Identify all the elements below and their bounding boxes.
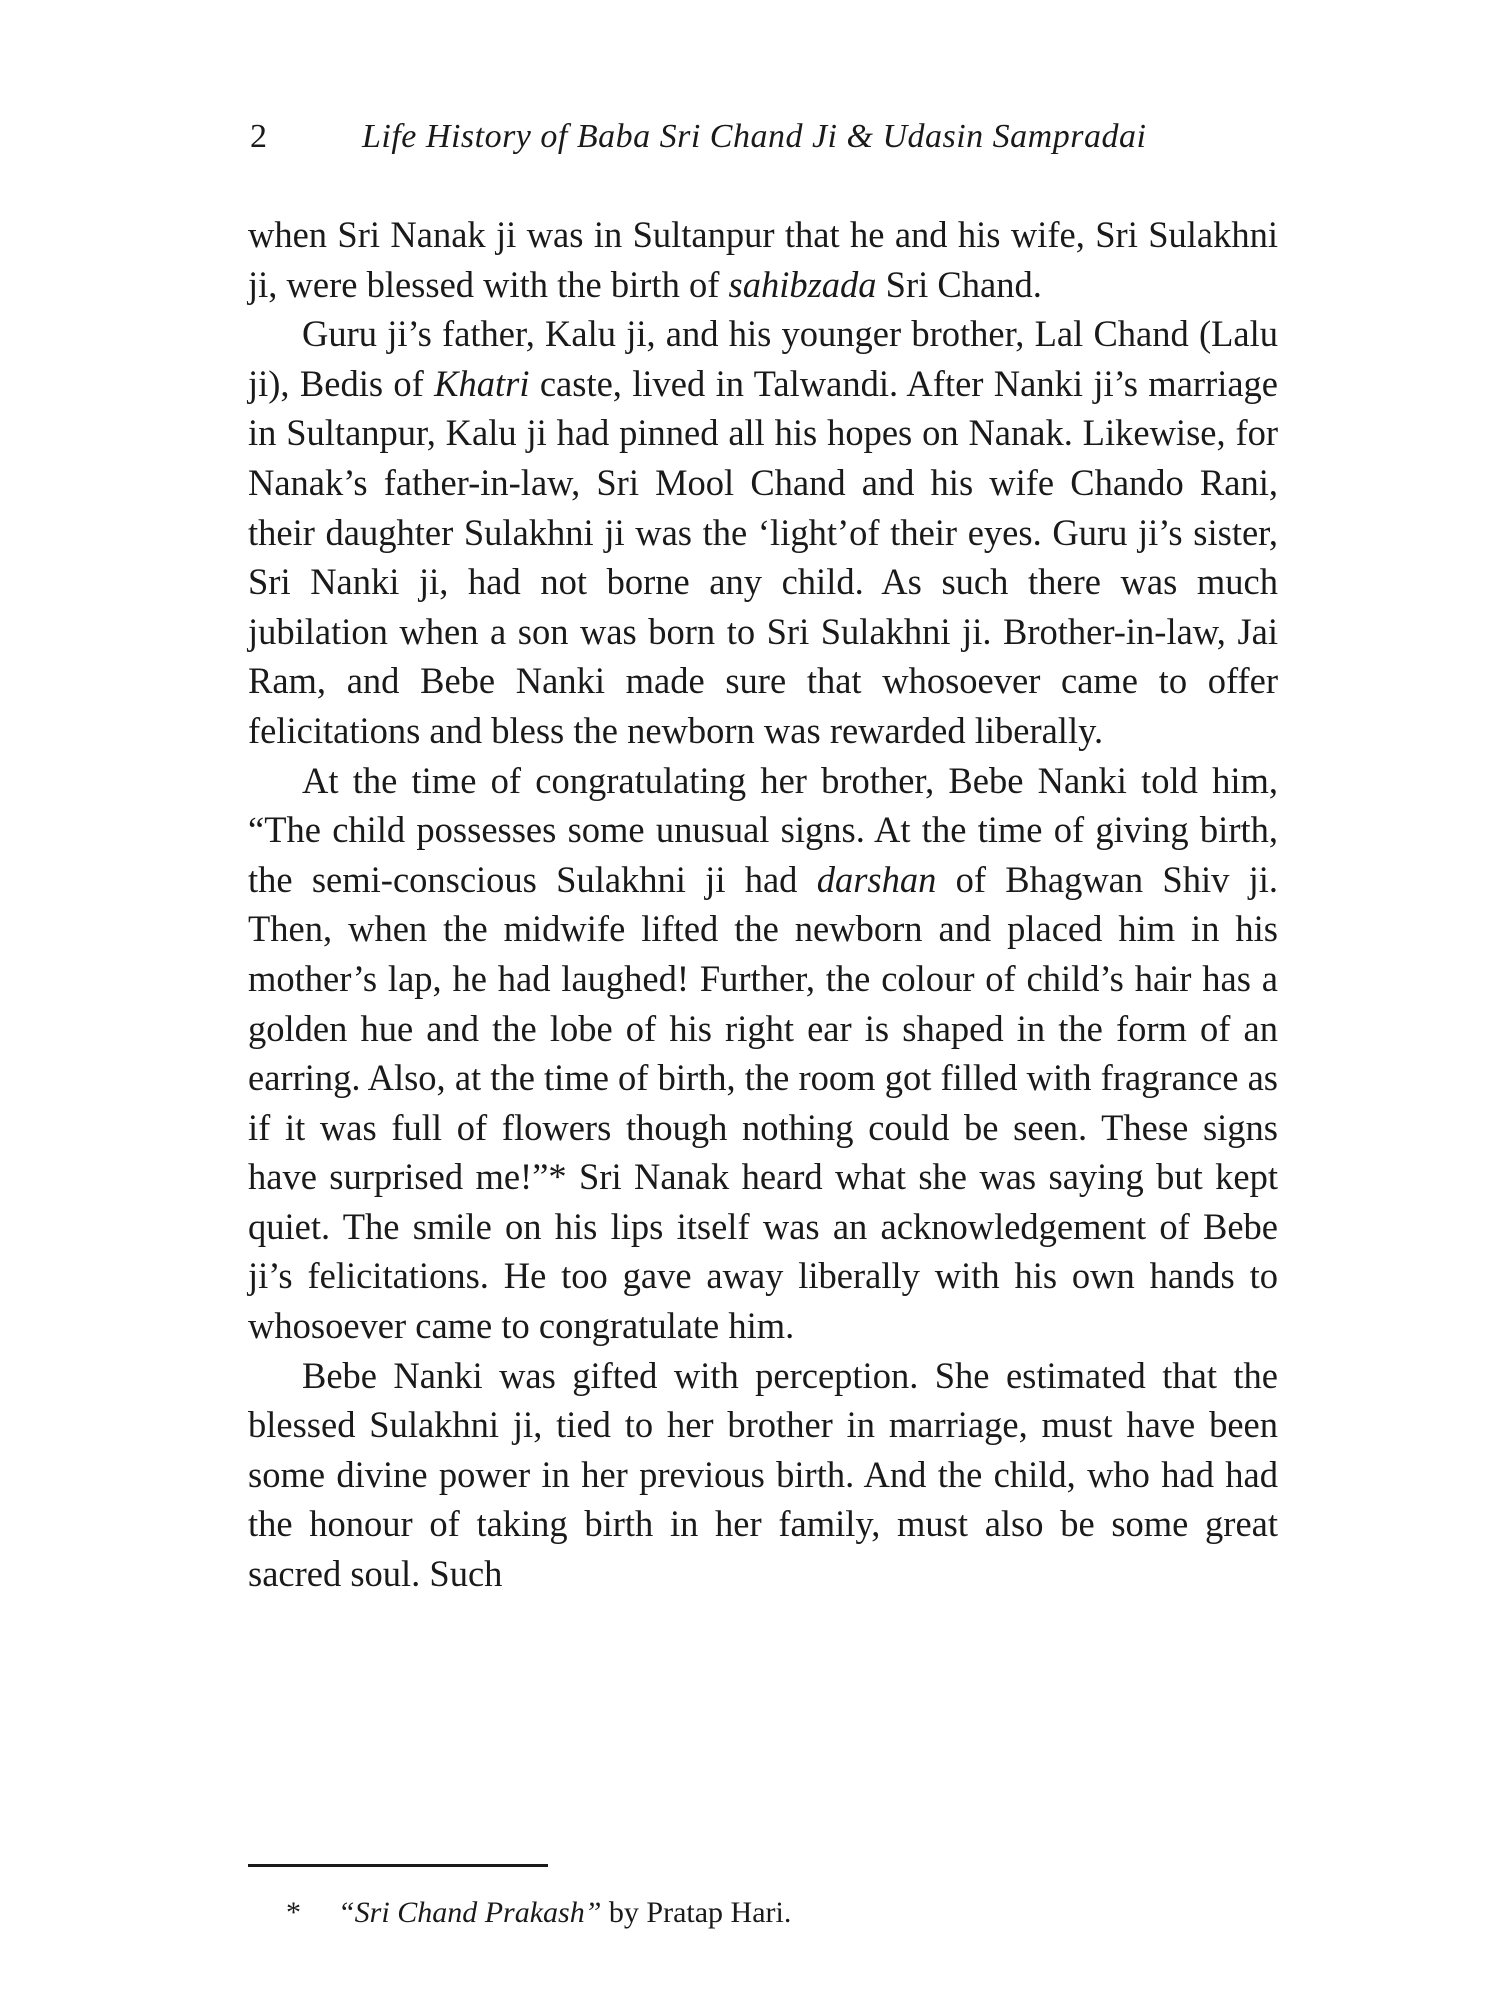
- footnote-source-title: “Sri Chand Prakash”: [338, 1896, 602, 1929]
- running-title: Life History of Baba Sri Chand Ji & Udasin Sampradai: [362, 118, 1147, 155]
- paragraph-4: [248, 1351, 1278, 1599]
- body-text: [248, 210, 1278, 1599]
- running-head: [250, 112, 1280, 162]
- paragraph-2: [248, 309, 1278, 755]
- footnote-text: by Pratap Hari.: [601, 1896, 792, 1929]
- page-number: 2: [250, 118, 267, 155]
- footnote: [286, 1893, 1276, 1933]
- paragraph-2-text-c: caste, lived in Talwandi. After Nanki ji’s marriage in Sultanpur, Kalu ji had pinned all his hopes on Nanak. Likewise, for Nanak’s father-in-law, Sri Mool Chand and his wife Chando Rani, their daughter Sulakhni ji was the ‘light’of their eyes. Guru ji’s sister, Sri Nanki ji, had not borne any child. As such there was much jubilation when a son was born to Sri Sulakhni ji. Brother-in-law, Jai Ram, and Bebe Nanki made sure that whosoever came to offer felicitations and bless the newborn was rewarded liberally.: [248, 362, 1278, 751]
- paragraph-1-text-a: when Sri Nanak ji was in Sultanpur that he and his wife, Sri Sulakhni ji, were blessed with the birth of: [248, 214, 1278, 305]
- paragraph-1-italic-term: sahibzada: [728, 263, 877, 305]
- paragraph-3-text-c: of Bhagwan Shiv ji. Then, when the midwife lifted the newborn and placed him in his mother’s lap, he had laughed! Further, the colour of child’s hair has a golden hue and the lobe of his right ear is shaped in the form of an earring. Also, at the time of birth, the room got filled with fragrance as if it was full of flowers though nothing could be seen. These signs have surprised me!”* Sri Nanak heard what she was saying but kept quiet. The smile on his lips itself was an acknowledgement of Bebe ji’s felicitations. He too gave away liberally with his own hands to whosoever came to congratulate him.: [248, 858, 1278, 1347]
- paragraph-4-text-a: Bebe Nanki was gifted with perception. She estimated that the blessed Sulakhni ji, tied to her brother in marriage, must have been some divine power in her previous birth. And the child, who had had the honour of taking birth in her family, must also be some great sacred soul. Such: [248, 1354, 1278, 1595]
- paragraph-3-text-a: At the time of congratulating her brother, Bebe Nanki told him, “The child possesses some unusual signs. At the time of giving birth, the semi-conscious Sulakhni ji had: [248, 759, 1278, 900]
- footnote-marker: *: [286, 1896, 301, 1929]
- footnote-rule: [248, 1864, 548, 1867]
- paragraph-3: [248, 756, 1278, 1351]
- paragraph-2-italic-term: Khatri: [434, 362, 530, 404]
- paragraph-1-text-c: Sri Chand.: [876, 263, 1042, 305]
- paragraph-1: [248, 210, 1278, 309]
- paragraph-2-text-a: Guru ji’s father, Kalu ji, and his younger brother, Lal Chand (Lalu ji), Bedis of: [248, 313, 1278, 404]
- paragraph-3-italic-term: darshan: [816, 858, 937, 900]
